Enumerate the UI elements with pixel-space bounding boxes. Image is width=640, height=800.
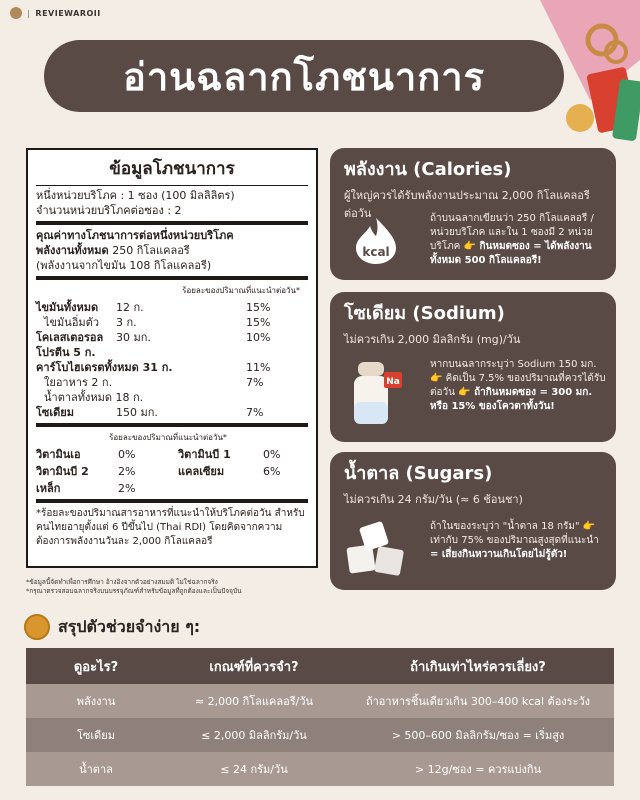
brand-name: REVIEWAROII xyxy=(35,8,101,18)
sodium-card xyxy=(330,292,616,442)
coin-stack-icon xyxy=(24,614,50,640)
label-footnote: *ร้อยละของปริมาณสารอาหารที่แนะนำให้บริโภคต่อวัน สำหรับคนไทยอายุตั้งแต่ 6 ปีขึ้นไป (Thai RDI) โดยคิดจากความต้องการพลังงานวันละ 2,000 กิโลแคลอรี xyxy=(36,508,305,547)
nutrient-row xyxy=(36,390,308,405)
vitamin-pct: 0% xyxy=(118,448,136,461)
nutrient-pct: 7% xyxy=(246,406,264,419)
title-banner xyxy=(44,40,564,112)
sodium-card-body: หากบนฉลากระบุว่า Sodium 150 มก.👉 คิดเป็น 7.5% ของปริมาณที่ควรได้รับต่อวัน xyxy=(430,359,606,398)
nutrition-label-heading: ข้อมูลโภชนาการ xyxy=(109,159,235,179)
nutrient-amount: 12 ก. xyxy=(116,301,144,314)
vitamin-name: วิตามินบี 1 xyxy=(178,448,231,461)
nutrient-row xyxy=(36,375,308,390)
vitamin-name: แคลเซียม xyxy=(178,465,225,478)
na-text: Na xyxy=(386,377,400,387)
summary-cell: ≈ 2,000 กิโลแคลอรี/วัน xyxy=(166,684,342,718)
calories-card-title: พลังงาน (Calories) xyxy=(344,159,512,180)
nutrient-pct: 11% xyxy=(246,361,271,374)
summary-col-header: ดูอะไร? xyxy=(26,648,166,684)
nutrient-name: โคเลสเตอรอล xyxy=(36,331,104,344)
sodium-card-title: โซเดียม (Sodium) xyxy=(344,303,505,324)
summary-cell: > 500–600 มิลลิกรัม/ซอง = เริ่มสูง xyxy=(342,718,614,752)
summary-cell: พลังงาน xyxy=(26,684,166,718)
nutrient-rows xyxy=(36,300,308,420)
disclaimer-line: *ข้อมูลนี้จัดทำเพื่อการศึกษา อ้างอิงจากตัวอย่างสมมติ ไม่ใช่ฉลากจริง xyxy=(26,578,218,586)
pct-header: ร้อยละของปริมาณที่แนะนำต่อวัน* xyxy=(182,286,300,295)
brand-separator: | xyxy=(27,8,31,18)
divider xyxy=(36,276,308,280)
sodium-card-highlight: 👉 ถ้ากินหมดซอง = 300 มก. หรือ 15% ของโควตาทั้งวัน! xyxy=(430,387,593,412)
divider xyxy=(36,185,308,186)
vitamin-pct: 2% xyxy=(118,465,136,478)
nutrient-pct: 7% xyxy=(246,376,264,389)
divider xyxy=(36,423,308,427)
nutrient-pct: 10% xyxy=(246,331,271,344)
summary-cell: ≤ 24 กรัม/วัน xyxy=(166,752,342,786)
nutrient-name: คาร์โบไฮเดรตทั้งหมด 31 ก. xyxy=(36,361,173,374)
calories-card-subtitle: ผู้ใหญ่ควรได้รับพลังงานประมาณ 2,000 กิโลแคลอรีต่อวัน xyxy=(344,189,590,220)
summary-heading-row xyxy=(24,614,200,640)
sugar-card-subtitle: ไม่ควรเกิน 24 กรัม/วัน (≈ 6 ช้อนชา) xyxy=(344,493,523,506)
table-row xyxy=(26,684,614,718)
brand-logo-icon xyxy=(10,7,22,19)
nutrient-row xyxy=(36,300,308,315)
divider xyxy=(36,499,308,503)
vitamin-name: วิตามินเอ xyxy=(36,448,81,461)
nutrition-label xyxy=(26,148,318,568)
vitamin-name: เหล็ก xyxy=(36,482,61,495)
nutrient-name: ไขมันทั้งหมด xyxy=(36,301,99,314)
energy-total-label: พลังงานทั้งหมด xyxy=(36,244,109,257)
sugar-cubes-icon xyxy=(344,520,414,578)
summary-cell: โซเดียม xyxy=(26,718,166,752)
servings-per-pack: จำนวนหน่วยบริโภคต่อซอง : 2 xyxy=(36,204,182,217)
summary-col-header: เกณฑ์ที่ควรจำ? xyxy=(166,648,342,684)
nutrient-row xyxy=(36,405,308,420)
nutrient-amount: 30 มก. xyxy=(116,331,151,344)
vitamin-header: ร้อยละของปริมาณที่แนะนำต่อวัน* xyxy=(109,433,227,442)
nutrient-pct xyxy=(246,345,296,360)
flame-kcal-icon xyxy=(344,216,408,266)
energy-heading: คุณค่าทางโภชนาการต่อหนึ่งหน่วยบริโภค xyxy=(36,229,234,242)
vitamin-pct: 0% xyxy=(263,448,281,461)
brand xyxy=(10,7,101,19)
disclaimer-line: *กรุณาตรวจสอบฉลากจริงบนบรรจุภัณฑ์สำหรับข้อมูลที่ถูกต้องและเป็นปัจจุบัน xyxy=(26,587,242,595)
vitamin-grid xyxy=(36,447,308,496)
divider xyxy=(36,221,308,225)
energy-total-value: 250 กิโลแคลอรี xyxy=(112,244,190,257)
nutrient-name: โปรตีน 5 ก. xyxy=(36,346,96,359)
table-row xyxy=(26,752,614,786)
summary-heading: สรุปตัวช่วยจำง่าย ๆ: xyxy=(58,616,201,636)
nutrient-amount: 3 ก. xyxy=(116,316,137,329)
nutrient-name: น้ำตาลทั้งหมด 18 ก. xyxy=(44,391,144,404)
vitamin-pct: 2% xyxy=(118,482,136,495)
vitamin-name: วิตามินบี 2 xyxy=(36,465,89,478)
nutrient-name: ใยอาหาร 2 ก. xyxy=(44,376,113,389)
summary-cell: ≤ 2,000 มิลลิกรัม/วัน xyxy=(166,718,342,752)
nutrient-amount: 150 มก. xyxy=(116,406,158,419)
sugar-card xyxy=(330,452,616,590)
summary-cell: > 12g/ซอง = ควรแบ่งกิน xyxy=(342,752,614,786)
summary-cell: น้ำตาล xyxy=(26,752,166,786)
page-title: อ่านฉลากโภชนาการ xyxy=(123,54,485,99)
nutrient-name: ไขมันอิ่มตัว xyxy=(44,316,99,329)
nutrient-name: โซเดียม xyxy=(36,406,74,419)
calories-card-highlight: 👉 กินหมดซอง = ได้พลังงานทั้งหมด 500 กิโลแคลอรี! xyxy=(430,241,592,266)
table-row xyxy=(26,718,614,752)
kcal-text: kcal xyxy=(362,245,390,259)
nutrient-row xyxy=(36,330,308,345)
nutrient-row xyxy=(36,360,308,375)
nutrient-pct: 15% xyxy=(246,301,271,314)
summary-header-row xyxy=(26,648,614,684)
calories-card xyxy=(330,148,616,280)
calories-card-body: ถ้าบนฉลากเขียนว่า 250 กิโลแคลอรี / หน่วยบริโภค และใน 1 ซองมี 2 หน่วยบริโภค xyxy=(430,213,594,252)
disclaimer xyxy=(26,578,326,596)
nutrient-row xyxy=(36,345,308,360)
vitamin-pct: 6% xyxy=(263,465,281,478)
nutrient-pct: 15% xyxy=(246,316,271,329)
summary-cell: ถ้าอาหารชิ้นเดียวเกิน 300–400 kcal ต้องระวัง xyxy=(342,684,614,718)
sugar-card-title: น้ำตาล (Sugars) xyxy=(344,463,493,484)
sodium-card-subtitle: ไม่ควรเกิน 2,000 มิลลิกรัม (mg)/วัน xyxy=(344,333,521,346)
nutrient-row xyxy=(36,315,308,330)
sugar-card-highlight: = เสี่ยงกินหวานเกินโดยไม่รู้ตัว! xyxy=(430,549,568,560)
summary-col-header: ถ้าเกินเท่าไหร่ควรเลี่ยง? xyxy=(342,648,614,684)
summary-table xyxy=(26,648,614,786)
sugar-card-body: ถ้าในของระบุว่า "น้ำตาล 18 กรัม" 👉 เท่ากับ 75% ของปริมาณสูงสุดที่แนะนำ xyxy=(430,521,599,546)
serving-size: หนึ่งหน่วยบริโภค : 1 ซอง (100 มิลลิลิตร) xyxy=(36,189,235,202)
salt-shaker-icon xyxy=(344,358,408,428)
energy-from-fat: (พลังงานจากไขมัน 108 กิโลแคลอรี) xyxy=(36,259,212,272)
nutrient-pct xyxy=(246,390,296,405)
